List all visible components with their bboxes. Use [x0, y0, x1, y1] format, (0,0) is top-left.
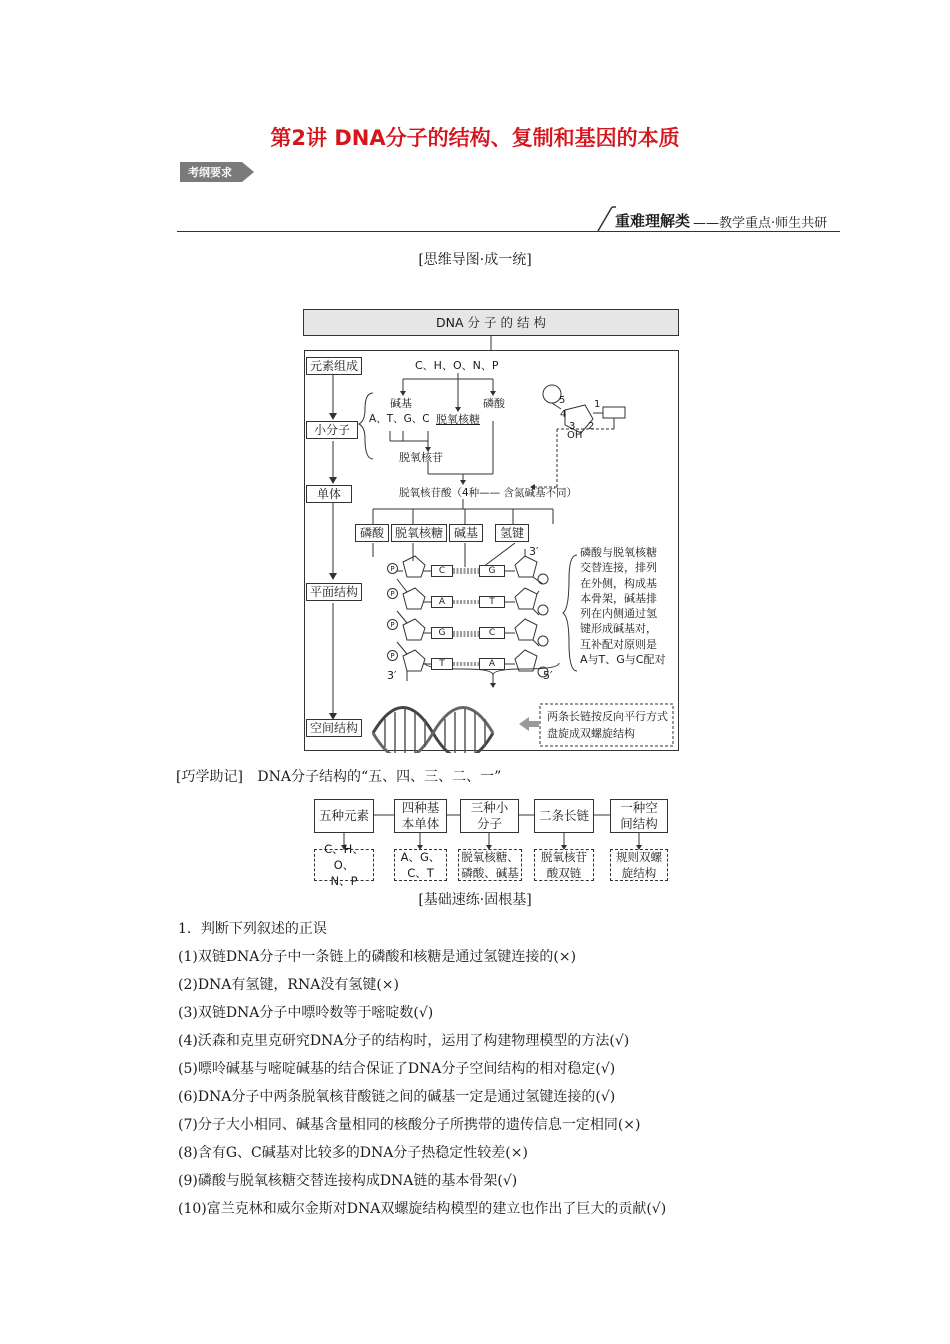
practice-item: (4)沃森和克里克研究DNA分子的结构时，运用了构建物理模型的方法(√)	[178, 1033, 630, 1049]
practice-item: (10)富兰克林和威尔金斯对DNA双螺旋结构模型的建立也作出了巨大的贡献(√)	[178, 1201, 667, 1217]
base-left: T	[431, 658, 453, 670]
plane-desc-line: 在外侧，构成基	[580, 576, 657, 590]
legend-phosphate: 磷酸	[355, 524, 389, 542]
deoxyribose-label: 脱氧核糖	[436, 413, 480, 426]
sugar-label-2: 2	[588, 421, 595, 432]
mnemonic-top-text: 一种空	[620, 800, 658, 815]
page-title: 第2讲 DNA分子的结构、复制和基因的本质	[270, 126, 680, 150]
end-label-3prime-top: 3′	[529, 545, 539, 558]
phosphate-marker: P	[387, 588, 398, 599]
space-desc-line: 盘旋成双螺旋结构	[547, 727, 635, 740]
base-right: G	[479, 565, 505, 577]
mnemonic-diagram	[314, 797, 670, 888]
plane-desc-line: 列在内侧通过氢	[580, 607, 657, 621]
mnemonic-top-2	[394, 799, 447, 833]
mnemonic-top-text: 间结构	[620, 816, 658, 831]
mnemonic-top-text: 四种基	[401, 800, 440, 815]
mnemonic-bottom-text: 脱氧核糖、	[461, 850, 519, 864]
base-left: G	[431, 627, 453, 639]
base-left: A	[431, 596, 453, 608]
mnemonic-bottom-text: 旋结构	[621, 866, 657, 880]
base-right: A	[479, 658, 505, 670]
bases-list: A、T、G、C	[369, 413, 430, 425]
practice-item: (9)磷酸与脱氧核糖交替连接构成DNA链的基本骨架(√)	[178, 1173, 518, 1189]
practice-item: (7)分子大小相同、碱基含量相同的核酸分子所携带的遗传信息一定相同(×)	[178, 1117, 641, 1133]
mnemonic-top-5	[610, 799, 668, 833]
section-main-label: 重难理解类	[615, 212, 691, 230]
mnemonic-bottom-text: 规则双螺	[616, 850, 662, 864]
syllabus-tag	[180, 160, 256, 184]
plane-structure-description	[580, 545, 665, 667]
practice-item: (8)含有G、C碱基对比较多的DNA分子热稳定性较差(×)	[178, 1145, 528, 1161]
section-header	[596, 203, 846, 232]
sugar-label-5: 5	[559, 395, 566, 406]
practice-item: (5)嘌呤碱基与嘧啶碱基的结合保证了DNA分子空间结构的相对稳定(√)	[178, 1061, 616, 1077]
mnemonic-line	[176, 766, 501, 786]
mnemonic-bottom-text: N、P	[330, 874, 358, 888]
section-slant-icon	[596, 203, 616, 232]
phosphate-marker: P	[387, 619, 398, 630]
plane-desc-line: 互补配对原则是	[580, 637, 657, 651]
mnemonic-top-1	[314, 799, 374, 833]
sugar-label-oh: OH	[567, 430, 583, 441]
section-sub-label: ——教学重点·师生共研	[693, 216, 828, 231]
mnemonic-top-4	[534, 799, 594, 833]
mnemonic-top-3	[460, 799, 519, 833]
mindmap-heading: [思维导图·成一统]	[418, 252, 532, 268]
space-structure-description	[547, 708, 668, 742]
plane-desc-line: 键形成碱基对，	[580, 622, 657, 636]
sugar-label-3: 3	[569, 421, 576, 432]
base-right: C	[479, 627, 505, 639]
legend-hydrogen-bond: 氢键	[495, 524, 529, 542]
mnemonic-top-text: 三种小	[470, 800, 509, 815]
plane-desc-line: A与T、G与C配对	[580, 653, 666, 667]
mnemonic-text: DNA分子结构的“五、四、三、二、一”	[257, 769, 502, 785]
practice-intro: 1．判断下列叙述的正误	[178, 921, 327, 937]
level-space-structure: 空间结构	[306, 719, 362, 737]
mnemonic-bottom-text: C、T	[407, 866, 434, 880]
nucleoside-label: 脱氧核苷	[399, 451, 443, 464]
space-desc-line: 两条长链按反向平行方式	[547, 710, 668, 723]
level-elements: 元素组成	[306, 357, 362, 375]
mnemonic-top-text: 分子	[476, 816, 502, 831]
practice-item: (1)双链DNA分子中一条链上的磷酸和核糖是通过氢键连接的(×)	[178, 949, 577, 965]
sugar-label-4: 4	[560, 409, 567, 420]
legend-base: 碱基	[449, 524, 483, 542]
dna-structure-diagram	[303, 309, 681, 753]
phosphate-marker: P	[387, 563, 398, 574]
end-label-5prime: 5′	[543, 669, 553, 682]
elements-text: C、H、O、N、P	[415, 359, 499, 372]
mnemonic-bottom-text: 酸双链	[546, 866, 582, 880]
end-label-3prime-bottom: 3′	[387, 669, 397, 682]
mnemonic-top-text: 二条长链	[538, 808, 589, 823]
legend-deoxyribose: 脱氧核糖	[391, 524, 447, 542]
plane-desc-line: 交替连接，排列	[580, 561, 657, 575]
practice-item: (3)双链DNA分子中嘌呤数等于嘧啶数(√)	[178, 1005, 434, 1021]
practice-heading: [基础速练·固根基]	[418, 892, 532, 908]
practice-item: (6)DNA分子中两条脱氧核苷酸链之间的碱基一定是通过氢键连接的(√)	[178, 1089, 616, 1105]
mnemonic-top-text: 本单体	[401, 816, 440, 831]
section-divider	[177, 231, 840, 232]
mnemonic-bottom-2	[394, 849, 447, 881]
diagram-title: DNA 分 子 的 结 构	[436, 315, 546, 330]
mnemonic-top-text: 五种元素	[318, 808, 369, 823]
phosphate-label: 磷酸	[483, 397, 505, 410]
base-right: T	[479, 596, 505, 608]
plane-desc-line: 本骨架，碱基排	[580, 591, 657, 605]
sugar-label-1: 1	[594, 399, 601, 410]
mnemonic-bottom-3	[458, 849, 522, 881]
level-small-molecule: 小分子	[306, 421, 358, 439]
mnemonic-bottom-text: 磷酸、碱基	[461, 866, 519, 880]
mnemonic-label: [巧学助记]	[176, 769, 243, 785]
plane-desc-line: 磷酸与脱氧核糖	[580, 546, 657, 559]
base-label: 碱基	[390, 397, 412, 410]
phosphate-marker: P	[387, 650, 398, 661]
level-monomer: 单体	[306, 485, 352, 503]
mnemonic-bottom-text: A、G、	[400, 850, 441, 864]
mnemonic-bottom-text: C、H、O、	[324, 842, 364, 872]
mnemonic-bottom-5	[610, 849, 668, 881]
level-plane-structure: 平面结构	[306, 583, 362, 601]
mnemonic-bottom-4	[534, 849, 594, 881]
base-left: C	[431, 565, 453, 577]
mnemonic-bottom-text: 脱氧核苷	[541, 850, 587, 864]
mnemonic-bottom-1	[314, 842, 374, 888]
syllabus-tag-label: 考纲要求	[188, 166, 232, 179]
monomer-label: 脱氧核苷酸（4种—— 含氮碱基不同）	[399, 487, 578, 499]
practice-item: (2)DNA有氢键，RNA没有氢键(×)	[178, 977, 399, 993]
